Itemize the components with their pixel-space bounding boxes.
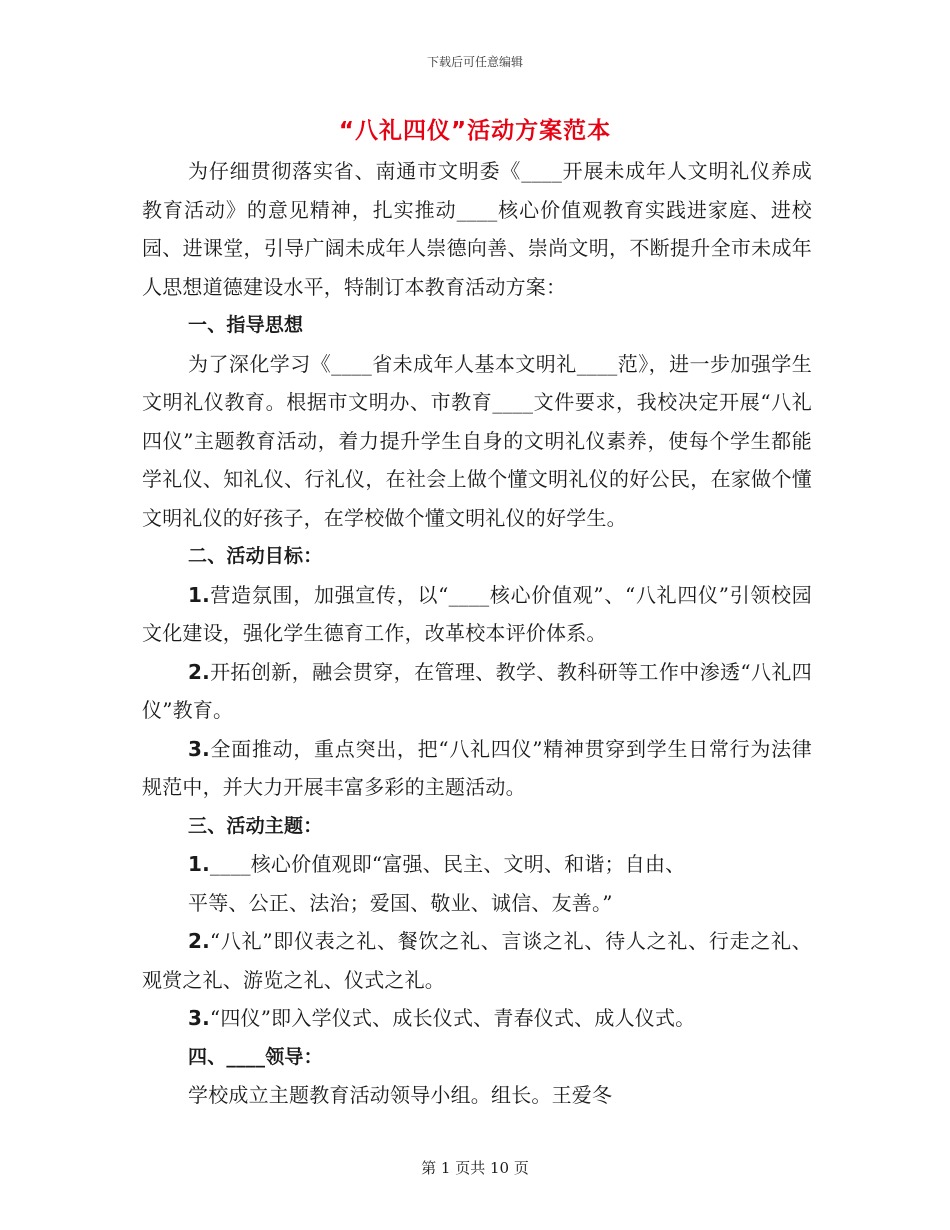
section-heading-2: 二、活动目标： bbox=[188, 545, 323, 567]
theme-number-3: 3. bbox=[188, 1006, 210, 1030]
document-body bbox=[142, 152, 812, 1115]
theme-item-2 bbox=[142, 922, 812, 999]
intro-paragraph: 为仔细贯彻落实省、南通市文明委《____开展未成年人文明礼仪养成教育活动》的意见精神，扎实推动____核心价值观教育实践进家庭、进校园、进课堂，引导广阔未成年人崇德向善、崇尚文明，不断提升全市未成年人思想道德建设水平，特制订本教育活动方案： bbox=[142, 159, 812, 299]
page-header: 下载后可任意编辑 bbox=[426, 55, 523, 69]
goal-text-3: 全面推动，重点突出，把“八礼四仪”精神贯穿到学生日常行为法律规范中，并大力开展丰富多彩的主题活动。 bbox=[142, 736, 812, 799]
section-heading-1: 一、指导思想 bbox=[188, 314, 304, 336]
document-title: “八礼四仪”活动方案范本 bbox=[338, 118, 612, 144]
theme-text-1b: 平等、公正、法治；爱国、敬业、诚信、友善。” bbox=[188, 890, 613, 915]
section-heading-3: 三、活动主题： bbox=[188, 814, 323, 837]
theme-item-3 bbox=[142, 999, 812, 1038]
leadership-paragraph: 学校成立主题教育活动领导小组。组长。王爱冬 bbox=[188, 1083, 613, 1107]
goal-number-1: 1. bbox=[188, 582, 210, 607]
theme-text-2: “八礼”即仪表之礼、餐饮之礼、言谈之礼、待人之礼、行走之礼、观赏之礼、游览之礼、仪式之礼。 bbox=[142, 929, 812, 992]
goal-item-1 bbox=[142, 576, 812, 653]
goal-item-3 bbox=[142, 730, 812, 807]
theme-item-1 bbox=[142, 845, 812, 922]
page-footer: 第 1 页共 10 页 bbox=[421, 1159, 529, 1177]
theme-number-2: 2. bbox=[188, 929, 210, 953]
theme-text-1a: ____核心价值观即“富强、民主、文明、和谐；自由、 bbox=[209, 852, 686, 876]
goal-number-2: 2. bbox=[188, 659, 210, 684]
theme-text-3: “四仪”即入学仪式、成长仪式、青春仪式、成人仪式。 bbox=[209, 1006, 696, 1030]
theme-number-1: 1. bbox=[188, 852, 210, 876]
goal-text-2: 开拓创新，融会贯穿，在管理、教学、教科研等工作中渗透“八礼四仪”教育。 bbox=[142, 659, 812, 722]
goal-text-1: 营造氛围，加强宣传，以“____核心价值观”、“八礼四仪”引领校园文化建设，强化学生德育工作，改革校本评价体系。 bbox=[142, 582, 812, 645]
guiding-paragraph: 为了深化学习《____省未成年人基本文明礼____范》，进一步加强学生文明礼仪教育。根据市文明办、市教育____文件要求，我校决定开展“八礼四仪”主题教育活动，着力提升学生自身的文明礼仪素养，使每个学生都能学礼仪、知礼仪、行礼仪，在社会上做个懂文明礼仪的好公民，在家做个懂文明礼仪的好孩子，在学校做个懂文明礼仪的好学生。 bbox=[142, 351, 812, 530]
section-heading-4: 四、____领导： bbox=[188, 1045, 323, 1068]
theme-item-1-line-1 bbox=[142, 845, 812, 884]
goal-number-3: 3. bbox=[188, 736, 210, 761]
goal-item-2 bbox=[142, 653, 812, 730]
